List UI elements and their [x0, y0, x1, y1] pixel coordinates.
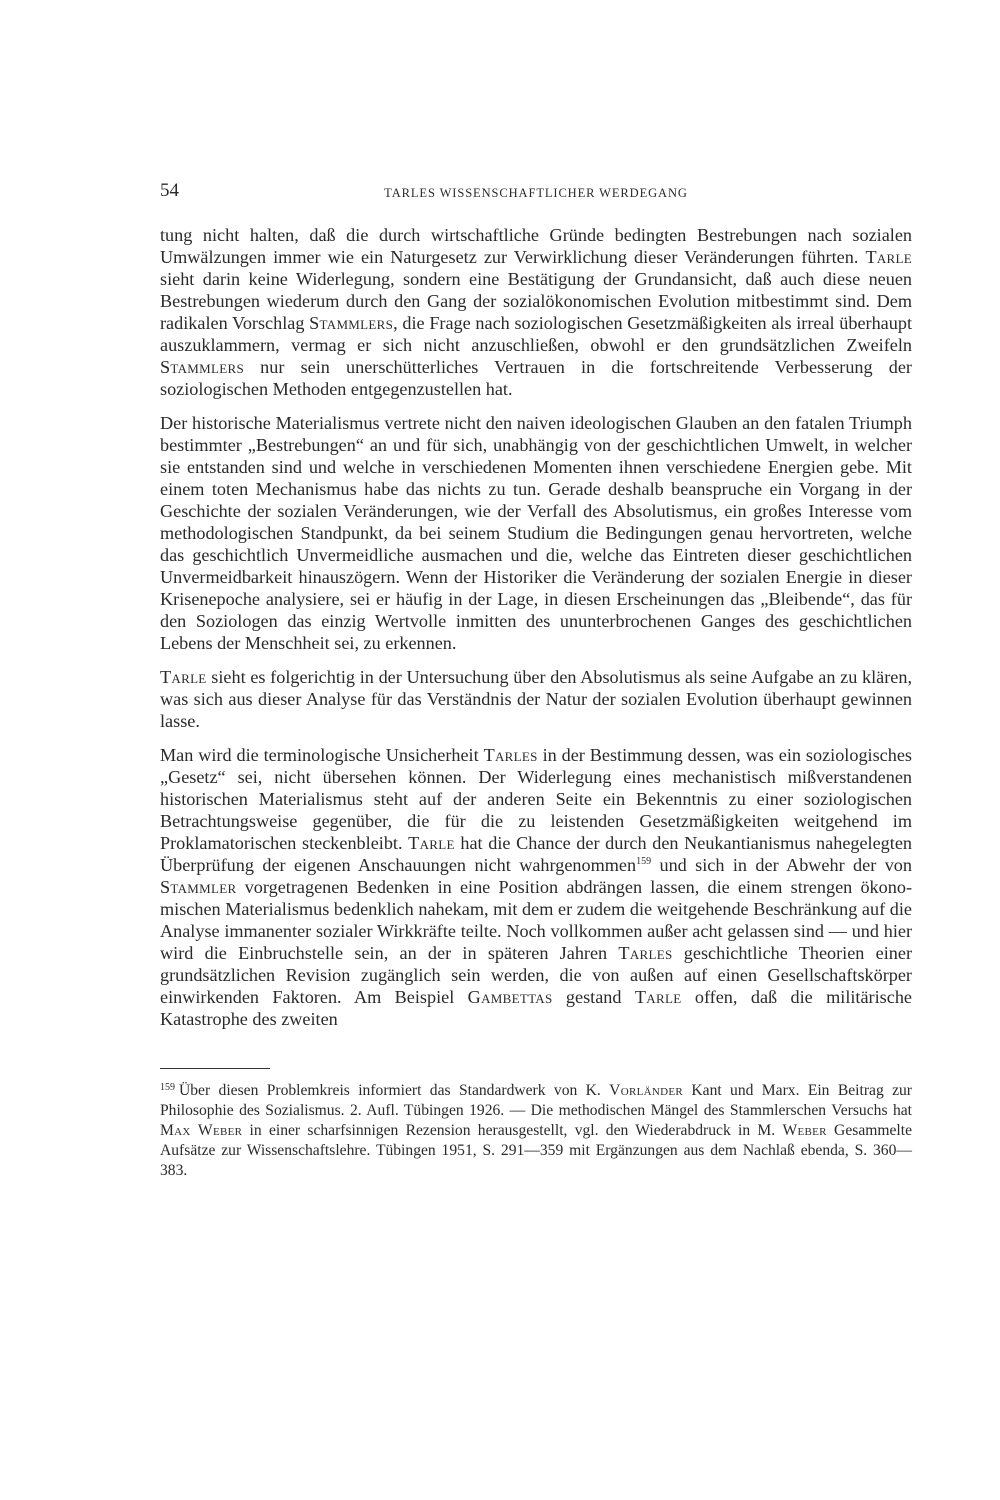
footnote-mark: 159	[160, 1082, 175, 1093]
text-run: Man wird die terminologische Unsicherheit	[160, 745, 484, 765]
text-run: Über diesen Problemkreis informiert das Standardwerk von K.	[179, 1082, 610, 1099]
text-run: tung nicht halten, daß die durch wirtschaftliche Gründe bedingten Bestrebungen nach sozialen Umwälzungen immer wie ein Naturgesetz zur Verwirklichung dieser Veränderungen führten.	[160, 225, 912, 267]
author-name: Weber	[782, 1122, 827, 1139]
author-name: Tarle	[408, 833, 455, 853]
author-name: Tarles	[618, 943, 673, 963]
paragraph-4	[160, 744, 912, 1030]
author-name: Stammler	[160, 877, 237, 897]
author-name: Tarle	[160, 667, 207, 687]
book-page	[160, 180, 912, 1181]
text-run: in der Bestimmung dessen, was ein soziologisches „Gesetz“ sei, nicht übersehen können. Der Widerlegung eines mechanistisch mißverstandenen historischen Materialismus steht auf der anderen Seite ein Bekenntnis zu einer soziologischen Betrachtungsweise gegenüber, die für die zu leistenden Gesetzmäßigkeiten weitgehend im Proklamatorischen steckenbleibt.	[160, 745, 912, 853]
author-name: Tarles	[483, 745, 538, 765]
text-run: sieht es folgerichtig in der Untersuchung über den Absolutismus als seine Aufgabe an zu klären, was sich aus dieser Analyse für das Verständnis der Natur der sozialen Evolution überhaupt gewinnen lasse.	[160, 667, 912, 731]
text-run: vorgetragenen Bedenken in eine Position abdrängen lassen, die einem strengen ökonomischen Materialismus bedenklich nahekam, mit dem er zudem die weitgehende Beschränkung auf die Analyse immanenter sozialer Wirkkräfte teilte. Noch vollkommen außer acht gelassen sind — und hier wird die Einbruchstelle sein, an der in späteren Jahren	[160, 877, 912, 963]
text-run: Gesammelte Aufsätze zur Wissenschaftslehre. Tübingen 1951, S. 291—359 mit Ergänzungen aus dem Nachlaß ebenda, S. 360—383.	[160, 1122, 913, 1179]
text-run: Kant und Marx. Ein Beitrag zur Philosophie des Sozialismus. 2. Aufl. Tübingen 1926. — Die methodischen Mängel des Stammlerschen Versuchs hat	[160, 1082, 913, 1119]
author-name: Max Weber	[160, 1122, 243, 1139]
footnote-divider	[160, 1068, 270, 1069]
text-run: nur sein unerschütterliches Vertrauen in die fortschreitende Verbesserung der soziologischen Methoden entgegenzustellen hat.	[160, 357, 912, 399]
paragraph-1	[160, 224, 912, 400]
text-run: in einer scharfsinnigen Rezension herausgestellt, vgl. den Wiederabdruck in M.	[242, 1122, 783, 1139]
author-name: Tarle	[634, 987, 682, 1007]
author-name: Stammlers	[309, 313, 394, 333]
text-run: hat die Chance der durch den Neukantianismus nahegelegten Überprüfung der eigenen Anschauungen nicht wahrgenommen	[160, 833, 912, 875]
author-name: Stammlers	[160, 357, 245, 377]
page-number: 54	[160, 180, 179, 201]
text-run: Der historische Materialismus vertrete nicht den naiven ideologischen Glauben an den fatalen Triumph bestimmter „Bestrebungen“ an und für sich, unabhängig von der geschichtlichen Umwelt, in welcher sie entstanden sind und welche in verschiedenen Momenten ihnen verschiedene Energien gebe. Mit einem toten Mechanismus habe das nichts zu tun. Gerade deshalb beanspruche ein Vorgang in der Geschichte der sozialen Veränderungen, wie der Verfall des Absolutismus, ein großes Interesse vom methodologischen Standpunkt, da bei seinem Studium die Bedingungen genau hervortreten, welche das geschichtlich Unvermeidliche ausmachen und die, welche das Eintreten dieser geschichtlichen Unvermeidbarkeit hinauszögern. Wenn der Historiker die Veränderung der sozialen Energie in dieser Krisenepoche analysiere, sei er häufig in der Lage, in diesen Erscheinungen das „Bleibende“, das für den Soziologen das einzig Wertvolle inmitten des ununterbrochenen Ganges des geschichtlichen Lebens der Menschheit sei, zu erkennen.	[160, 413, 912, 653]
text-run: , die Frage nach soziologischen Gesetzmäßigkeiten als irreal überhaupt auszuklammern, vermag er sich nicht anzuschließen, obwohl er den grundsätzlichen Zweifeln	[160, 313, 912, 355]
text-run: offen, daß die militärische Katastrophe des zweiten	[160, 987, 912, 1029]
paragraph-3	[160, 666, 912, 732]
author-name: Gambettas	[467, 987, 553, 1007]
text-run: sieht darin keine Widerlegung, sondern eine Bestätigung der Grundansicht, daß auch diese neuen Bestrebungen wiederum durch den Gang der sozialökonomischen Evolution mitbestimmt sind. Dem radikalen Vorschlag	[160, 269, 912, 333]
author-name: Vorländer	[609, 1082, 684, 1099]
footnote-159	[160, 1081, 912, 1181]
text-run: gestand	[552, 987, 635, 1007]
author-name: Tarle	[865, 247, 912, 267]
text-run: geschichtliche Theorien einer grundsätzlichen Revision zugänglich sein werden, die von außen auf einen Gesellschaftskörper einwirkenden Faktoren. Am Beispiel	[160, 943, 912, 1007]
footnote-reference[interactable]: 159	[636, 856, 652, 867]
running-head: TARLES WISSENSCHAFTLICHER WERDEGANG	[384, 186, 688, 200]
paragraph-2	[160, 412, 912, 654]
page-header	[160, 180, 912, 208]
text-run: und sich in der Abwehr der von	[651, 855, 912, 875]
